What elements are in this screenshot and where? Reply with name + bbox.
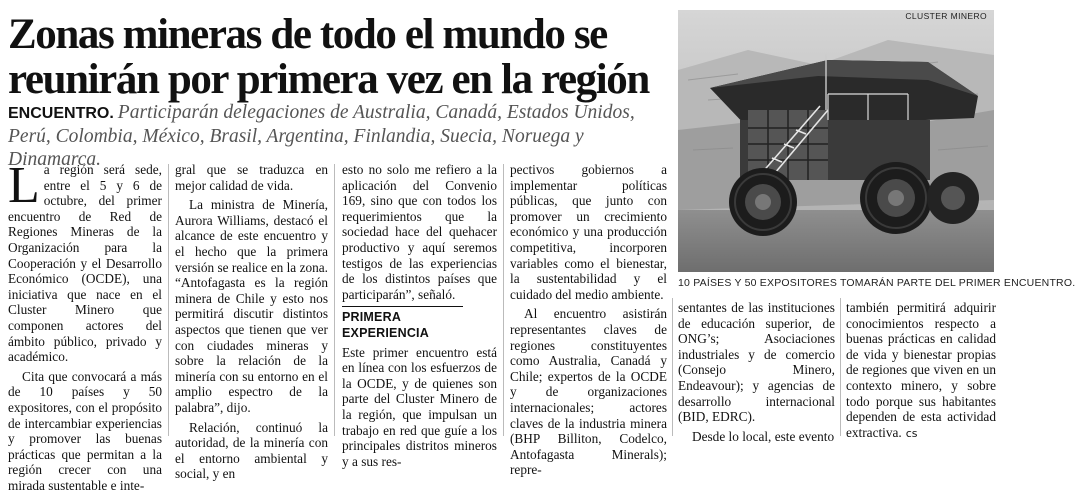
- paragraph: pectivos gobiernos a implementar políticas públicas, que junto con promover un crecimiento económico y una producción competitiva, incorporen variables como el bienestar, la sustentabilidad y el cuidado del medio ambiente.: [510, 162, 667, 302]
- photo-caption: 10 PAÍSES Y 50 EXPOSITORES TOMARÁN PARTE DEL PRIMER ENCUENTRO.: [678, 277, 1075, 289]
- subtitle: [8, 101, 670, 171]
- paragraph: sentantes de las instituciones de educación superior, de ONG’s; Asociaciones industriales y de comercio (Consejo Minero, Endeavour); y agencias de desarrollo internacional (BID, EDRC).: [678, 300, 835, 425]
- column-divider: [334, 164, 335, 436]
- paragraph: Al encuentro asistirán representantes claves de regiones constituyentes como Australia, Canadá y Chile; expertos de la OCDE y de organizaciones internacionales; actores claves de la industria minera (BHP Billiton, Codelco, Antofagasta Minerals); repre-: [510, 306, 667, 478]
- article-column-6: [846, 300, 996, 441]
- article-column-4: [510, 162, 667, 478]
- paragraph-text: a región será sede, entre el 5 y 6 de octubre, del primer encuentro de Red de Regiones Mineras de la Organización para la Cooperación y el Desarrollo Económico (OCDE), una iniciativa que nace en el Cluster Minero que componen actores del ámbito público, privado y académico.: [8, 162, 162, 365]
- article-column-3: [342, 162, 497, 469]
- paragraph: [846, 300, 996, 441]
- paragraph: Desde lo local, este evento: [692, 428, 835, 444]
- paragraph-text: también permitirá adquirir conocimientos respecto a buenas prácticas en calidad de vida y bienestar propias de regiones que viven en un contexto minero, y sobre todo porque sus habitantes dependen de esta actividad extractiva.: [846, 300, 996, 440]
- article-column-2: [175, 162, 328, 482]
- photo-credit: CLUSTER MINERO: [905, 11, 987, 21]
- article-column-5: [678, 300, 835, 444]
- column-divider: [168, 164, 169, 436]
- mining-truck-image: [678, 10, 994, 272]
- headline-line-1: Zonas mineras de todo el mundo se: [8, 11, 607, 58]
- paragraph: Relación, continuó la autoridad, de la minería con el entorno ambiental y social, y en: [175, 419, 328, 482]
- paragraph: gral que se traduzca en mejor calidad de vida.: [175, 162, 328, 193]
- paragraph: Este primer encuentro está en línea con los esfuerzos de la OCDE, y de quienes son parte del Cluster Minero de la región, que impulsan un trabajo en red que guíe a los principales distritos mineros y a sus res-: [342, 344, 497, 469]
- column-divider: [672, 298, 673, 436]
- article-column-1: [8, 157, 162, 493]
- section-heading: PRIMERA EXPERIENCIA: [342, 306, 463, 341]
- headline-line-2: reunirán por primera vez en la región: [8, 56, 649, 103]
- end-mark: cs: [905, 426, 918, 440]
- headline: [8, 12, 670, 102]
- subtitle-kicker: ENCUENTRO.: [8, 105, 114, 122]
- paragraph: Cita que convocará a más de 10 países y 50 expositores, con el propósito de intercambiar experiencias y promover las buenas prácticas que permitan a la región crecer con una mirada sustentable e inte-: [8, 368, 162, 493]
- paragraph: esto no solo me refiero a la aplicación del Convenio 169, sino que con todos los requerimientos que la sociedad hace del quehacer productivo y aquí seremos testigos de las experiencias de los distintos países que participarán”, señaló.: [342, 162, 497, 302]
- paragraph: [8, 157, 162, 365]
- column-divider: [840, 298, 841, 436]
- paragraph: La ministra de Minería, Aurora Williams, destacó el alcance de este encuentro y el hecho que la primera versión se realice en la zona. “Antofagasta es la región minera de Chile y esto nos permitirá discutir distintos aspectos que tienen que ver con ciudades mineras y sobre la relación de la minería con su entorno en el amplio espectro de la palabra”, dijo.: [175, 197, 328, 415]
- drop-cap: L: [8, 157, 40, 214]
- column-divider: [503, 164, 504, 436]
- subtitle-text: Participarán delegaciones de Australia, Canadá, Estados Unidos, Perú, Colombia, México, Brasil, Argentina, Finlandia, Suecia, Noruega y Dinamarca.: [8, 102, 635, 170]
- article-photo: [678, 10, 994, 272]
